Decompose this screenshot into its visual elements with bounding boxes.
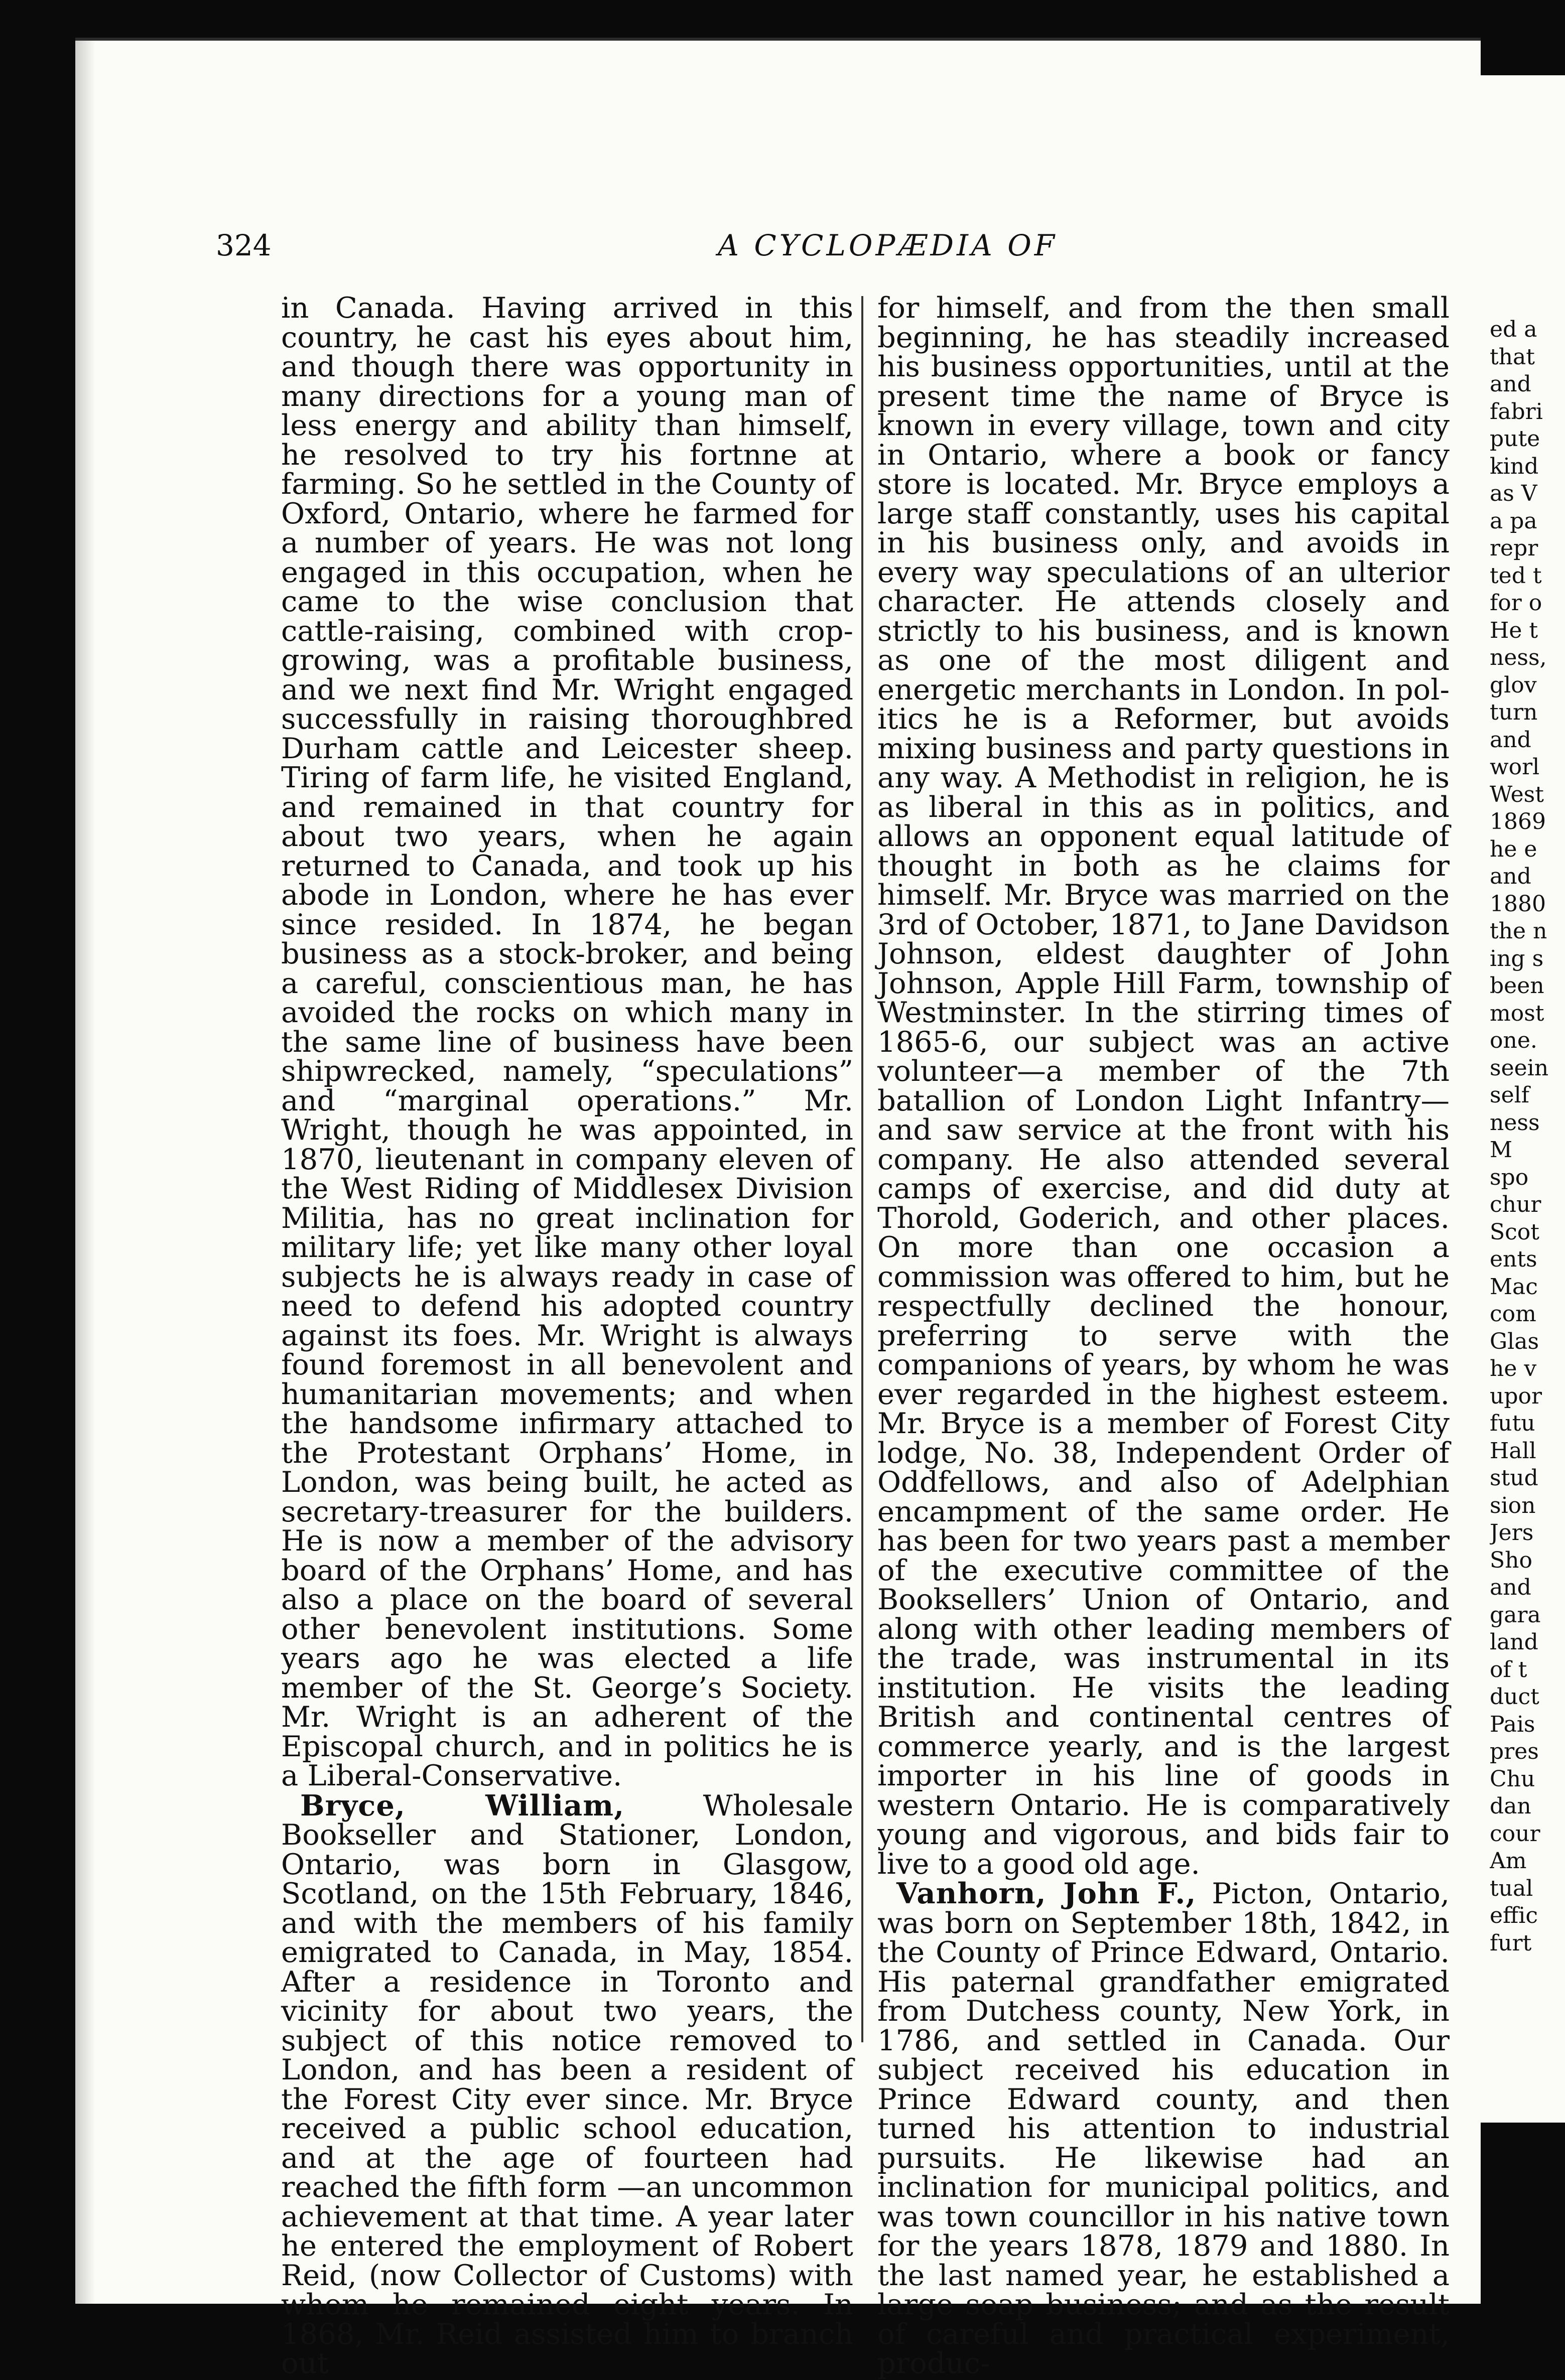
facing-page-fragment: ted t: [1490, 563, 1565, 590]
facing-page-fragment: and: [1490, 1574, 1565, 1602]
bryce-entry-continuation: for himself, and from the then small beginning, he has steadily increased his business opportunities, until at the present time the name of Bryce is known in every village, town and city in Ontario, where a book or fancy store is located. Mr. Bryce employs a large staff constantly, uses his capital in his business only, and avoids in every way speculations of an ulterior character. He attends closely and strictly to his business, and is known as one of the most diligent and energetic merchants in London. In politics he is a Reformer, but avoids mixing business and party questions in any way. A Methodist in religion, he is as liberal in this as in politics, and allows an opponent equal latitude of thought in both as he claims for himself. Mr. Bryce was married on the 3rd of October, 1871, to Jane Davidson Johnson, eldest daughter of John Johnson, Apple Hill Farm, township of Westminster. In the stirring times of 1865-6, our subject was an active volunteer—a member of the 7th batallion of London Light Infantry—and saw service at the front with his company. He also attended several camps of exercise, and did duty at Thorold, Goderich, and other places. On more than one occasion a commission was offered to him, but he respectfully declined the honour, preferring to serve with the companions of years, by whom he was ever regarded in the highest esteem. Mr. Bryce is a member of Forest City lodge, No. 38, Independent Order of Oddfellows, and also of Adelphian encampment of the same order. He has been for two years past a member of the executive committee of the Booksellers’ Union of Ontario, and along with other leading members of the trade, was instrumental in its institution. He visits the leading British and continental centres of commerce yearly, and is the largest importer in his line of goods in western Ontario. He is comparatively young and vigorous, and bids fair to live to a good old age.: [877, 294, 1450, 1879]
facing-page-fragment: M: [1490, 1137, 1565, 1164]
facing-page-fragment: repr: [1490, 535, 1565, 563]
facing-page-fragment: stud: [1490, 1465, 1565, 1492]
facing-page-fragment: he v: [1490, 1355, 1565, 1383]
facing-page-fragment: that: [1490, 344, 1565, 371]
facing-page-fragment: seein: [1490, 1055, 1565, 1082]
facing-page-fragment: and: [1490, 863, 1565, 891]
facing-page-fragment: he e: [1490, 836, 1565, 864]
facing-page-fragment: cour: [1490, 1821, 1565, 1848]
facing-page-fragment: self: [1490, 1082, 1565, 1109]
facing-page-fragments: [1490, 316, 1565, 2047]
column-rule: [861, 296, 863, 2042]
vanhorn-entry-text: Picton, Ontario, was born on September 18th, 1842, in the County of Prince Edward, Ontario. His paternal grandfather emigrated from Dutchess county, New York, in 1786, and settled in Canada. Our subject received his education in Prince Edward county, and then turned his attention to industrial pursuits. He likewise had an inclination for municipal politics, and was town councillor in his native town for the years 1878, 1879 and 1880. In the last named year, he established a large soap business; and as the result of careful and practical experiment, produc-: [877, 1877, 1450, 2380]
facing-page-fragment: of t: [1490, 1656, 1565, 1684]
facing-page-fragment: worl: [1490, 754, 1565, 781]
facing-page-fragment: spo: [1490, 1164, 1565, 1192]
facing-page-fragment: duct: [1490, 1684, 1565, 1711]
facing-page-fragment: and: [1490, 371, 1565, 398]
facing-page-fragment: been: [1490, 972, 1565, 1000]
vanhorn-entry: [877, 1879, 1450, 2378]
bryce-entry-text: Wholesale Bookseller and Stationer, London, Ontario, was born in Glasgow, Scotland, on the 15th February, 1846, and with the members of his family emigrated to Canada, in May, 1854. After a residence in Toronto and vicinity for about two years, the subject of this notice removed to London, and has been a resident of the Forest City ever since. Mr. Bryce received a public school education, and at the age of fourteen had reached the fifth form —an uncommon achievement at that time. A year later he entered the employment of Robert Reid, (now Collector of Customs) with whom he remained eight years. In 1868, Mr. Reid assisted him to branch out: [281, 1789, 853, 2380]
bryce-entry: [281, 1791, 853, 2378]
facing-page-fragment: upor: [1490, 1383, 1565, 1411]
facing-page-fragment: most: [1490, 1000, 1565, 1028]
facing-page-fragment: and: [1490, 727, 1565, 754]
facing-page-fragment: land: [1490, 1629, 1565, 1656]
facing-page-fragment: Chu: [1490, 1766, 1565, 1793]
facing-page-fragment: Pais: [1490, 1711, 1565, 1739]
wright-entry-continuation: in Canada. Having arrived in this country, he cast his eyes about him, and though there was opportunity in many directions for a young man of less energy and ability than himself, he resolved to try his fortnne at farming. So he settled in the County of Oxford, Ontario, where he farmed for a number of years. He was not long engaged in this occupation, when he came to the wise conclusion that cattle-raising, combined with crop-growing, was a profitable business, and we next find Mr. Wright engaged successfully in raising thoroughbred Durham cattle and Leicester sheep. Tiring of farm life, he visited England, and remained in that country for about two years, when he again returned to Canada, and took up his abode in London, where he has ever since resided. In 1874, he began business as a stock-broker, and being a careful, conscientious man, he has avoided the rocks on which many in the same line of business have been shipwrecked, namely, “speculations” and “marginal operations.” Mr. Wright, though he was appointed, in 1870, lieutenant in company eleven of the West Riding of Middlesex Division Militia, has no great inclination for military life; yet like many other loyal subjects he is always ready in case of need to defend his adopted country against its foes. Mr. Wright is always found foremost in all benevolent and humanitarian movements; and when the handsome infirmary attached to the Protestant Orphans’ Home, in London, was being built, he acted as secretary-treasurer for the builders. He is now a member of the advisory board of the Orphans’ Home, and has also a place on the board of several other benevolent institutions. Some years ago he was elected a life member of the St. George’s Society. Mr. Wright is an adherent of the Episcopal church, and in politics he is a Liberal-Conservative.: [281, 294, 853, 1791]
facing-page-fragment: ents: [1490, 1246, 1565, 1274]
facing-page-fragment: 1880: [1490, 891, 1565, 918]
entry-name-bryce: Bryce, William,: [300, 1788, 624, 1823]
facing-page-fragment: sion: [1490, 1492, 1565, 1520]
facing-page-fragment: com: [1490, 1301, 1565, 1328]
facing-page-fragment: effic: [1490, 1902, 1565, 1930]
facing-page-fragment: ed a: [1490, 316, 1565, 344]
facing-page-fragment: gara: [1490, 1602, 1565, 1629]
facing-page-fragment: dan: [1490, 1793, 1565, 1821]
facing-page-fragment: Mac: [1490, 1274, 1565, 1301]
facing-page-fragment: turn: [1490, 699, 1565, 727]
facing-page-fragment: furt: [1490, 1930, 1565, 1957]
running-head: [216, 228, 1420, 268]
facing-page-fragment: fabri: [1490, 398, 1565, 426]
left-column: [281, 294, 853, 2050]
facing-page-fragment: glov: [1490, 672, 1565, 699]
facing-page-fragment: chur: [1490, 1191, 1565, 1219]
facing-page-fragment: one.: [1490, 1027, 1565, 1055]
facing-page-fragment: Scot: [1490, 1219, 1565, 1246]
facing-page-fragment: for o: [1490, 590, 1565, 617]
facing-page-fragment: He t: [1490, 617, 1565, 645]
facing-page-fragment: West: [1490, 781, 1565, 809]
facing-page-fragment: kind: [1490, 453, 1565, 481]
facing-page-fragment: Am: [1490, 1848, 1565, 1875]
facing-page-fragment: tual: [1490, 1875, 1565, 1903]
entry-name-vanhorn: Vanhorn, John F.,: [896, 1876, 1196, 1910]
running-title: A CYCLOPÆDIA OF: [718, 228, 1058, 262]
facing-page-fragment: as V: [1490, 480, 1565, 508]
facing-page-fragment: Glas: [1490, 1328, 1565, 1356]
facing-page-fragment: pute: [1490, 426, 1565, 453]
facing-page-fragment: 1869: [1490, 808, 1565, 836]
facing-page-fragment: a pa: [1490, 508, 1565, 535]
facing-page-fragment: ing s: [1490, 945, 1565, 973]
facing-page-fragment: futu: [1490, 1410, 1565, 1438]
page-number: 324: [216, 228, 272, 262]
facing-page-fragment: Sho: [1490, 1547, 1565, 1575]
facing-page-fragment: Hall: [1490, 1438, 1565, 1465]
facing-page-fragment: ness: [1490, 1109, 1565, 1137]
facing-page-fragment: pres: [1490, 1738, 1565, 1766]
facing-page-fragment: ness,: [1490, 644, 1565, 672]
facing-page-fragment: Jers: [1490, 1519, 1565, 1547]
right-column: [877, 294, 1450, 2050]
facing-page-fragment: the n: [1490, 918, 1565, 945]
